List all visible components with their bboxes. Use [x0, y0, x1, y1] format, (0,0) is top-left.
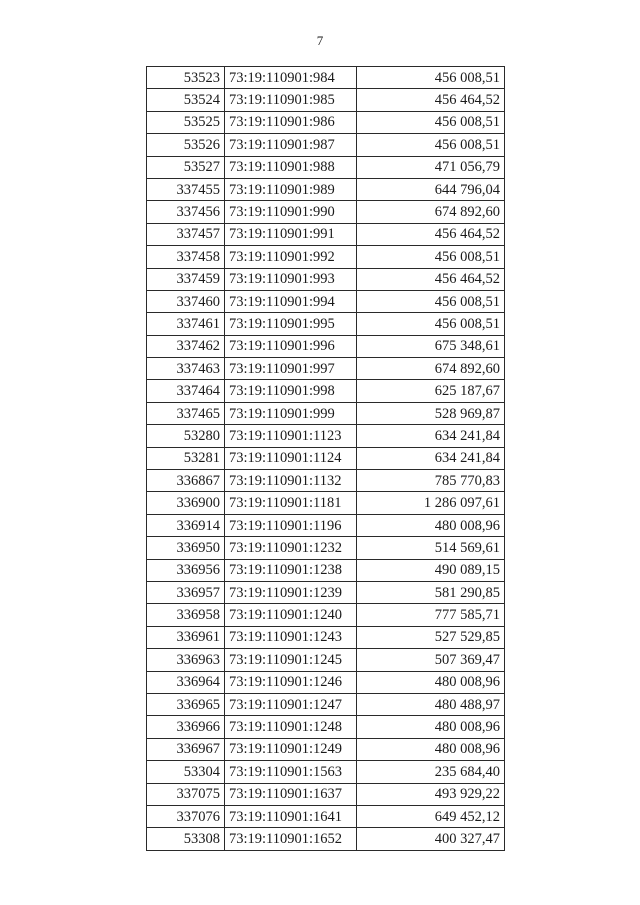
- cadastral-number-cell: 73:19:110901:1246: [225, 671, 357, 693]
- table-row: [147, 335, 505, 357]
- cadastral-value-cell: 1 286 097,61: [357, 492, 505, 514]
- table-row: [147, 604, 505, 626]
- cadastral-value-cell: 777 585,71: [357, 604, 505, 626]
- table-row: [147, 223, 505, 245]
- table-row: [147, 313, 505, 335]
- table-row: [147, 402, 505, 424]
- cadastral-value-cell: 675 348,61: [357, 335, 505, 357]
- table-body: [147, 67, 505, 851]
- row-number-cell: 336867: [147, 470, 225, 492]
- row-number-cell: 336956: [147, 559, 225, 581]
- cadastral-number-cell: 73:19:110901:1124: [225, 447, 357, 469]
- cadastral-value-table: [146, 66, 505, 851]
- cadastral-number-cell: 73:19:110901:1181: [225, 492, 357, 514]
- cadastral-value-cell: 490 089,15: [357, 559, 505, 581]
- row-number-cell: 53525: [147, 111, 225, 133]
- cadastral-number-cell: 73:19:110901:1563: [225, 761, 357, 783]
- cadastral-value-cell: 634 241,84: [357, 447, 505, 469]
- cadastral-number-cell: 73:19:110901:1637: [225, 783, 357, 805]
- table-row: [147, 738, 505, 760]
- cadastral-number-cell: 73:19:110901:990: [225, 201, 357, 223]
- cadastral-number-cell: 73:19:110901:1248: [225, 716, 357, 738]
- row-number-cell: 337464: [147, 380, 225, 402]
- table-row: [147, 156, 505, 178]
- row-number-cell: 336965: [147, 693, 225, 715]
- row-number-cell: 53281: [147, 447, 225, 469]
- cadastral-value-cell: 507 369,47: [357, 649, 505, 671]
- cadastral-number-cell: 73:19:110901:1641: [225, 805, 357, 827]
- table-row: [147, 761, 505, 783]
- cadastral-number-cell: 73:19:110901:1239: [225, 581, 357, 603]
- cadastral-number-cell: 73:19:110901:999: [225, 402, 357, 424]
- cadastral-value-cell: 456 008,51: [357, 111, 505, 133]
- row-number-cell: 336961: [147, 626, 225, 648]
- cadastral-value-cell: 480 008,96: [357, 671, 505, 693]
- table-row: [147, 358, 505, 380]
- cadastral-number-cell: 73:19:110901:1232: [225, 537, 357, 559]
- row-number-cell: 337461: [147, 313, 225, 335]
- cadastral-value-cell: 400 327,47: [357, 828, 505, 850]
- cadastral-number-cell: 73:19:110901:1245: [225, 649, 357, 671]
- row-number-cell: 337462: [147, 335, 225, 357]
- cadastral-number-cell: 73:19:110901:989: [225, 178, 357, 200]
- cadastral-number-cell: 73:19:110901:987: [225, 134, 357, 156]
- table-row: [147, 559, 505, 581]
- table-row: [147, 783, 505, 805]
- table-row: [147, 425, 505, 447]
- table-row: [147, 492, 505, 514]
- cadastral-number-cell: 73:19:110901:998: [225, 380, 357, 402]
- table-row: [147, 178, 505, 200]
- cadastral-value-cell: 235 684,40: [357, 761, 505, 783]
- cadastral-number-cell: 73:19:110901:996: [225, 335, 357, 357]
- cadastral-number-cell: 73:19:110901:991: [225, 223, 357, 245]
- table-row: [147, 828, 505, 850]
- row-number-cell: 337459: [147, 268, 225, 290]
- row-number-cell: 337458: [147, 246, 225, 268]
- cadastral-number-cell: 73:19:110901:993: [225, 268, 357, 290]
- row-number-cell: 336966: [147, 716, 225, 738]
- cadastral-number-cell: 73:19:110901:995: [225, 313, 357, 335]
- table-row: [147, 201, 505, 223]
- cadastral-number-cell: 73:19:110901:1123: [225, 425, 357, 447]
- cadastral-value-cell: 456 008,51: [357, 67, 505, 89]
- cadastral-value-cell: 456 464,52: [357, 89, 505, 111]
- cadastral-value-cell: 456 464,52: [357, 268, 505, 290]
- cadastral-number-cell: 73:19:110901:986: [225, 111, 357, 133]
- row-number-cell: 53524: [147, 89, 225, 111]
- cadastral-number-cell: 73:19:110901:1196: [225, 514, 357, 536]
- row-number-cell: 337457: [147, 223, 225, 245]
- table-row: [147, 447, 505, 469]
- row-number-cell: 53527: [147, 156, 225, 178]
- table-row: [147, 537, 505, 559]
- cadastral-value-cell: 480 008,96: [357, 716, 505, 738]
- table-row: [147, 470, 505, 492]
- cadastral-value-cell: 456 008,51: [357, 313, 505, 335]
- cadastral-value-cell: 471 056,79: [357, 156, 505, 178]
- row-number-cell: 337456: [147, 201, 225, 223]
- page-number: 7: [316, 33, 324, 48]
- cadastral-value-cell: 634 241,84: [357, 425, 505, 447]
- cadastral-value-cell: 480 008,96: [357, 514, 505, 536]
- table-row: [147, 134, 505, 156]
- row-number-cell: 337460: [147, 290, 225, 312]
- table-row: [147, 290, 505, 312]
- table-row: [147, 716, 505, 738]
- row-number-cell: 53526: [147, 134, 225, 156]
- row-number-cell: 337075: [147, 783, 225, 805]
- cadastral-value-cell: 674 892,60: [357, 358, 505, 380]
- cadastral-value-cell: 581 290,85: [357, 581, 505, 603]
- cadastral-number-cell: 73:19:110901:1238: [225, 559, 357, 581]
- row-number-cell: 53304: [147, 761, 225, 783]
- table-row: [147, 805, 505, 827]
- row-number-cell: 53308: [147, 828, 225, 850]
- cadastral-number-cell: 73:19:110901:988: [225, 156, 357, 178]
- row-number-cell: 337463: [147, 358, 225, 380]
- row-number-cell: 337465: [147, 402, 225, 424]
- row-number-cell: 336964: [147, 671, 225, 693]
- row-number-cell: 336900: [147, 492, 225, 514]
- cadastral-value-cell: 644 796,04: [357, 178, 505, 200]
- cadastral-value-cell: 674 892,60: [357, 201, 505, 223]
- cadastral-number-cell: 73:19:110901:994: [225, 290, 357, 312]
- table-row: [147, 514, 505, 536]
- cadastral-number-cell: 73:19:110901:992: [225, 246, 357, 268]
- row-number-cell: 336914: [147, 514, 225, 536]
- cadastral-value-cell: 456 008,51: [357, 134, 505, 156]
- cadastral-value-cell: 456 008,51: [357, 290, 505, 312]
- row-number-cell: 337076: [147, 805, 225, 827]
- cadastral-value-cell: 480 008,96: [357, 738, 505, 760]
- row-number-cell: 336963: [147, 649, 225, 671]
- cadastral-value-cell: 528 969,87: [357, 402, 505, 424]
- row-number-cell: 337455: [147, 178, 225, 200]
- table-row: [147, 380, 505, 402]
- cadastral-number-cell: 73:19:110901:1243: [225, 626, 357, 648]
- cadastral-value-cell: 456 008,51: [357, 246, 505, 268]
- row-number-cell: 53280: [147, 425, 225, 447]
- cadastral-value-cell: 527 529,85: [357, 626, 505, 648]
- cadastral-value-cell: 625 187,67: [357, 380, 505, 402]
- row-number-cell: 336950: [147, 537, 225, 559]
- table-row: [147, 649, 505, 671]
- cadastral-value-cell: 480 488,97: [357, 693, 505, 715]
- cadastral-value-cell: 649 452,12: [357, 805, 505, 827]
- cadastral-number-cell: 73:19:110901:985: [225, 89, 357, 111]
- cadastral-number-cell: 73:19:110901:1652: [225, 828, 357, 850]
- table-row: [147, 268, 505, 290]
- row-number-cell: 336957: [147, 581, 225, 603]
- cadastral-number-cell: 73:19:110901:984: [225, 67, 357, 89]
- cadastral-value-cell: 456 464,52: [357, 223, 505, 245]
- cadastral-value-cell: 493 929,22: [357, 783, 505, 805]
- table-row: [147, 626, 505, 648]
- cadastral-number-cell: 73:19:110901:1240: [225, 604, 357, 626]
- cadastral-number-cell: 73:19:110901:1247: [225, 693, 357, 715]
- table-row: [147, 111, 505, 133]
- row-number-cell: 53523: [147, 67, 225, 89]
- table-row: [147, 67, 505, 89]
- table-row: [147, 89, 505, 111]
- table-row: [147, 581, 505, 603]
- cadastral-value-cell: 514 569,61: [357, 537, 505, 559]
- cadastral-value-cell: 785 770,83: [357, 470, 505, 492]
- cadastral-number-cell: 73:19:110901:1132: [225, 470, 357, 492]
- table-row: [147, 693, 505, 715]
- row-number-cell: 336958: [147, 604, 225, 626]
- table-row: [147, 246, 505, 268]
- table-row: [147, 671, 505, 693]
- row-number-cell: 336967: [147, 738, 225, 760]
- cadastral-number-cell: 73:19:110901:1249: [225, 738, 357, 760]
- cadastral-number-cell: 73:19:110901:997: [225, 358, 357, 380]
